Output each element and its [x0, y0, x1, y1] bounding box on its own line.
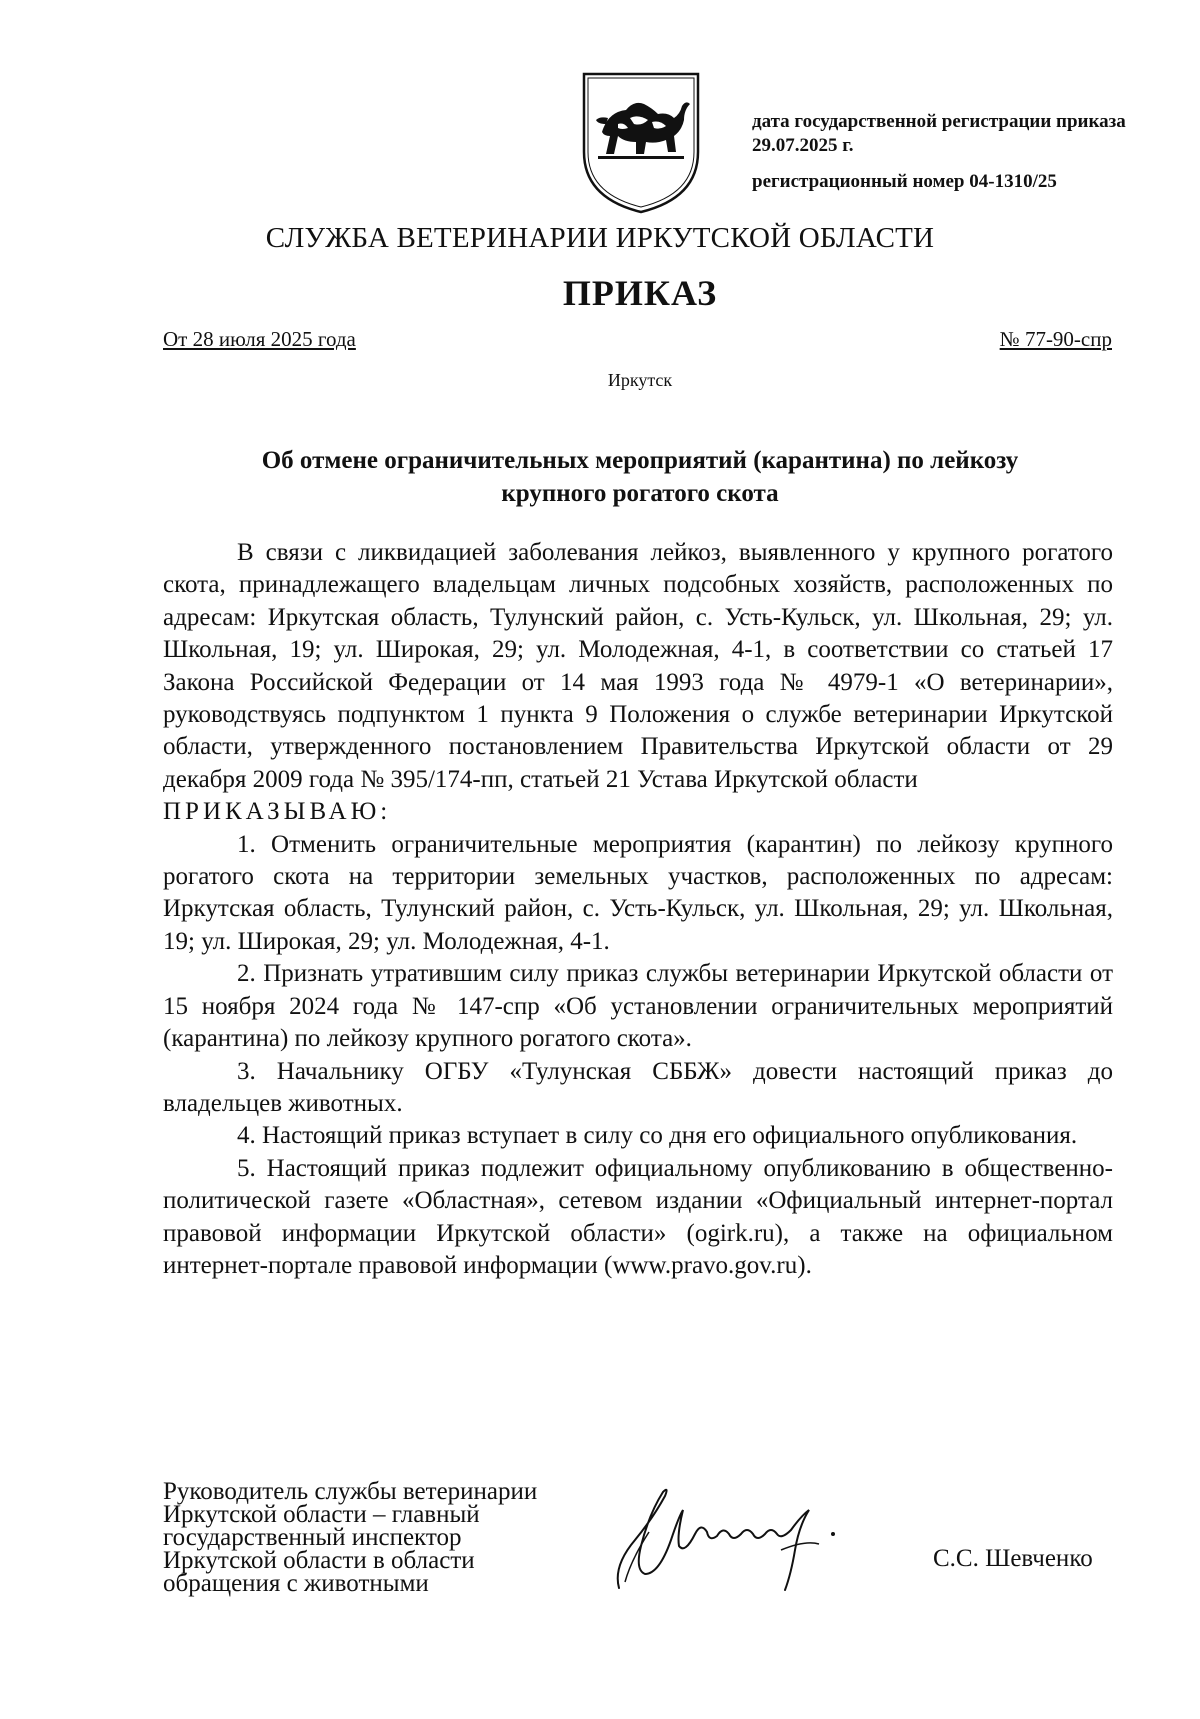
organization-name: СЛУЖБА ВЕТЕРИНАРИИ ИРКУТСКОЙ ОБЛАСТИ: [265, 222, 935, 254]
order-item-5: 5. Настоящий приказ подлежит официальному опубликованию в общественно-политической газете «Областная», сетевом издании «Официальный интернет-портал правовой информации Иркутской области» (ogirk.ru), а также на официальном интернет-портале правовой информации (www.pravo.gov.ru).: [163, 1154, 1113, 1279]
signatory-name: С.С. Шевченко: [933, 1545, 1093, 1572]
order-body: [163, 537, 1113, 1282]
handwritten-signature: [605, 1470, 855, 1600]
subject-line-1: Об отмене ограничительных мероприятий (карантина) по лейкозу: [261, 447, 1019, 474]
order-subject: [160, 444, 1120, 510]
signatory-title-line: обращения с животными: [163, 1570, 429, 1597]
signatory-title-line: Руководитель службы ветеринарии: [163, 1478, 538, 1505]
registration-number: регистрационный номер 04-1310/25: [752, 171, 1057, 192]
order-item-4: 4. Настоящий приказ вступает в силу со дня его официального опубликования.: [237, 1122, 1078, 1150]
coat-of-arms-emblem: [578, 70, 704, 216]
signatory-title-line: Иркутской области в области: [163, 1547, 475, 1574]
order-item-2: 2. Признать утратившим силу приказ службы ветеринарии Иркутской области от 15 ноября 2024 года № 147-спр «Об установлении ограничительных мероприятий (карантина) по лейкозу крупного рогатого скота».: [163, 960, 1113, 1053]
order-number: № 77-90-спр: [999, 327, 1112, 351]
order-word: ПРИКАЗЫВАЮ:: [163, 798, 392, 826]
document-type: ПРИКАЗ: [562, 273, 718, 313]
registration-date: дата государственной регистрации приказа 29.07.2025 г.: [752, 111, 1126, 156]
signatory-title-line: государственный инспектор: [163, 1524, 462, 1551]
order-date: От 28 июля 2025 года: [163, 327, 356, 351]
registration-info: [752, 110, 1142, 194]
city: Иркутск: [607, 370, 673, 390]
irkutsk-coat-of-arms-icon: [578, 70, 704, 216]
subject-line-2: крупного рогатого скота: [501, 480, 779, 507]
signatory-title: [163, 1480, 537, 1595]
order-item-3: 3. Начальнику ОГБУ «Тулунская СББЖ» довести настоящий приказ до владельцев животных.: [163, 1057, 1113, 1117]
order-item-1: 1. Отменить ограничительные мероприятия (карантин) по лейкозу крупного рогатого скота на территории земельных участков, расположенных по адресам: Иркутская область, Тулунский район, с. Усть-Кульск, ул. Школьная, 29; ул. Школьная, 19; ул. Широкая, 29; ул. Молодежная, 4-1.: [163, 830, 1113, 955]
preamble-paragraph: В связи с ликвидацией заболевания лейкоз, выявленного у крупного рогатого скота, принадлежащего владельцам личных подсобных хозяйств, расположенных по адресам: Иркутская область, Тулунский район, с. Усть-Кульск, ул. Школьная, 29; ул. Школьная, 19; ул. Широкая, 29; ул. Молодежная, 4-1, в соответствии со статьей 17 Закона Российской Федерации от 14 мая 1993 года № 4979-1 «О ветеринарии», руководствуясь подпунктом 1 пункта 9 Положения о службе ветеринарии Иркутской области, утвержденного постановлением Правительства Иркутской области от 29 декабря 2009 года № 395/174-пп, статьей 21 Устава Иркутской области: [163, 539, 1113, 793]
signature-icon: [605, 1470, 855, 1600]
signatory-title-line: Иркутской области – главный: [163, 1501, 480, 1528]
